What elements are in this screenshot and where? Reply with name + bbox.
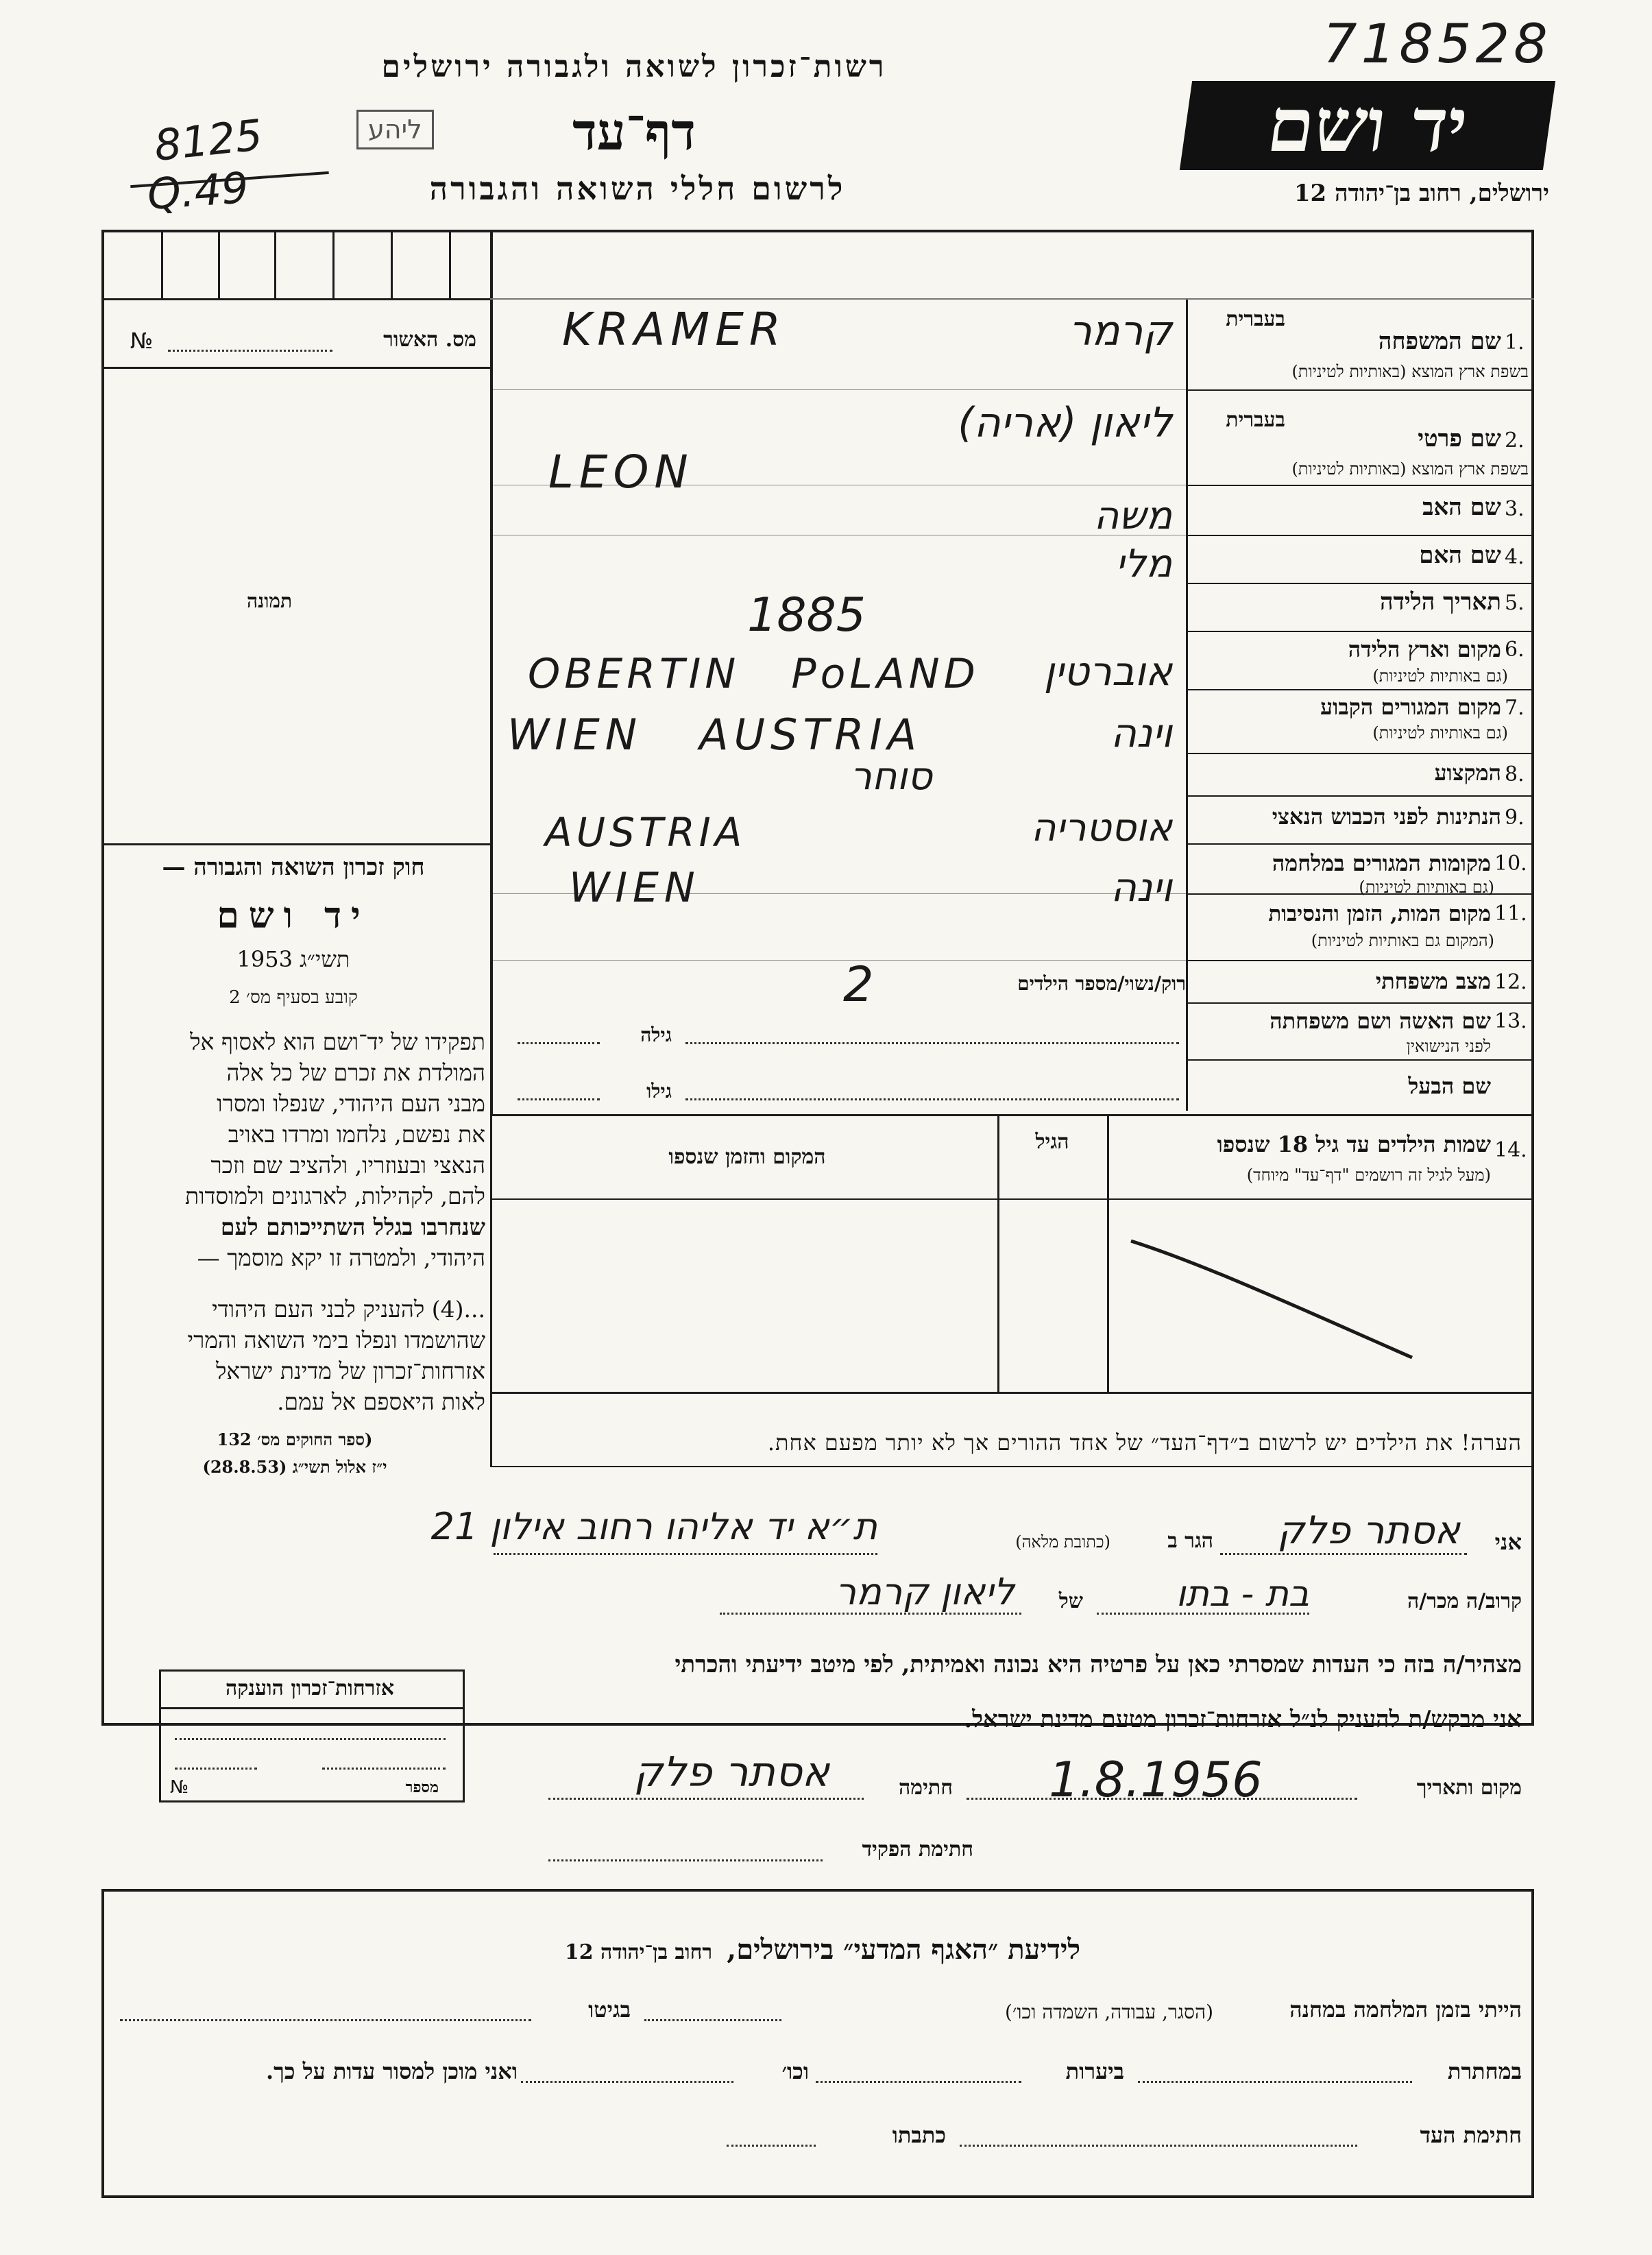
law-paragraph2-line: ...(4) להעניק לבני העם היהודי [212, 1296, 485, 1323]
footer-etc-line[interactable] [521, 2081, 733, 2083]
field-sub-death-place: (המקום גם באותיות לטיניות) [1311, 931, 1494, 950]
nationality-latin-value: AUSTRIA [545, 809, 746, 856]
grid-line [1188, 753, 1531, 754]
reference-number: 718528 [1323, 14, 1552, 75]
field-label-mother: שם האם [1419, 542, 1501, 569]
field-number: 13. [1494, 1009, 1527, 1033]
place-date-label: מקום ותאריך [1416, 1776, 1522, 1800]
field-number: 11. [1494, 902, 1527, 926]
resides-label: הגר ב [1167, 1529, 1213, 1553]
footer-ghetto-line[interactable] [120, 2019, 531, 2021]
law-section: קובע בסעיף מס׳ 2 [229, 987, 358, 1008]
yad-vashem-logo: יד ושם [1180, 81, 1555, 170]
field-sub-wife: לפני הנישואין [1406, 1037, 1491, 1056]
clerk-signature-line[interactable] [548, 1859, 823, 1861]
residence-hebrew-value: וינה [1110, 710, 1172, 756]
law-paragraph-line: שנחרבו בגלל השתייכותם לעם [220, 1214, 485, 1240]
grid-line [218, 230, 220, 298]
answer-line [493, 960, 1186, 961]
field-number: 7. [1505, 696, 1525, 720]
law-date: י״ז אלול תשי״ג (28.8.53) [202, 1457, 387, 1477]
approval-no-label: № [130, 328, 154, 354]
place-date-value: 1.8.1956 [1049, 1752, 1263, 1808]
first-name-hebrew-value: ליאון (אריה) [958, 399, 1172, 447]
field-sub-surname: בשפת ארץ המוצא (באותיות לטיניות) [1291, 362, 1529, 381]
field-number: 14. [1494, 1138, 1527, 1162]
children-label: שמות הילדים עד גיל 18 שנספו [1217, 1131, 1491, 1157]
footer-witness-signature-line[interactable] [960, 2145, 1357, 2147]
field-label-death-place: מקום המות, הזמן והנסיבות [1268, 902, 1491, 926]
grid-line [1188, 689, 1531, 690]
form-title: דף־עד [572, 103, 696, 162]
law-paragraph-line: הנאצי ובעוזריו, ולהציב שם וזכר [210, 1152, 485, 1179]
footer-forests-line[interactable] [816, 2081, 1021, 2083]
grid-line [101, 298, 492, 300]
footer-ghetto-label: בגיטו [588, 1997, 631, 2023]
field-label-birth-place: מקום וארץ הלידה [1348, 636, 1501, 662]
field-number: 12. [1494, 970, 1527, 994]
birth-date-value: 1885 [747, 588, 866, 642]
law-paragraph-line: היהודי, ולמטרה זו יקא מוסמך — [197, 1244, 485, 1271]
approval-number-line[interactable] [168, 350, 332, 352]
field-number: 9. [1505, 806, 1525, 830]
grid-line [490, 1392, 492, 1467]
nationality-hebrew-value: אוסטריה [1030, 806, 1172, 850]
field-sub-first-name: בשפת ארץ המוצא (באותיות לטיניות) [1291, 459, 1529, 479]
of-label: של [1058, 1589, 1083, 1613]
law-paragraph-line: תפקידו של יד־ושם הוא לאסוף אל [190, 1028, 485, 1055]
field-number: 10. [1494, 852, 1527, 876]
handwritten-note-2: Q.49 [145, 162, 250, 220]
answer-line [493, 389, 1186, 390]
marital-status-options: רוק/נשוי/מספר הילדים [1017, 972, 1186, 995]
grid-line [391, 230, 393, 298]
grid-line [1188, 1059, 1531, 1061]
mother-name-value: מלי [1115, 542, 1172, 586]
law-paragraph2-line: שהושמדו ונפלו בימי השואה והמרי [187, 1327, 485, 1353]
grid-line [332, 230, 335, 298]
footer-address: רחוב בן־יהודה 12 [564, 1940, 713, 1964]
father-name-value: משה [1093, 494, 1172, 538]
law-paragraph-line: המולדת את זכרם של כל אלה [226, 1059, 485, 1086]
citizenship-line[interactable] [322, 1768, 446, 1770]
field-number: 6. [1505, 638, 1525, 662]
citizenship-line[interactable] [175, 1738, 446, 1740]
children-place-header: המקום והזמן שנספו [668, 1145, 826, 1169]
approval-label: מס. האשור [383, 328, 476, 352]
surname-hebrew-value: קרמר [1068, 307, 1172, 355]
left-column-separator [490, 230, 493, 1114]
field-sub-wartime-residence: (גם באותיות לטיניות) [1359, 878, 1494, 897]
note-text: הערה! את הילדים יש לרשום ב״דף־העד״ של אחד ההורים אך לא יותר מפעם אחת. [767, 1430, 1522, 1456]
address-value: ת״א יד אליהו רחוב אילון 21 [430, 1505, 877, 1548]
field-label-husband: שם הבעל [1408, 1073, 1491, 1099]
field-label-surname: שם המשפחה [1378, 328, 1501, 355]
relative-label: קרוב/ה מכר/ה [1407, 1589, 1522, 1613]
law-paragraph2-line: אזרחות־זכרון של מדינת ישראל [215, 1358, 485, 1384]
footer-title-row [411, 1933, 1234, 1966]
grid-line [490, 1392, 1534, 1394]
clerk-signature-label: חתימת הפקיד [862, 1837, 973, 1861]
field-label-nationality: הנתינות לפני הכבוש הנאצי [1272, 804, 1501, 830]
footer-top-border [101, 1889, 1534, 1892]
label-column-separator [1186, 298, 1188, 1111]
footer-bottom-border [101, 2195, 1534, 2198]
address-hint: (כתובת מלאה) [1015, 1532, 1110, 1552]
form-right-border [1531, 230, 1534, 1724]
footer-etc-label: וכו׳ [781, 2058, 809, 2084]
field-label-father: שם האב [1422, 494, 1501, 521]
footer-camp-line[interactable] [644, 2019, 781, 2021]
footer-underground-label: במחתרת [1447, 2058, 1522, 2084]
footer-title: לידיעת ״האגף המדעי״ בירושלים, [727, 1933, 1081, 1966]
footer-underground-line[interactable] [1138, 2081, 1412, 2083]
grid-line [490, 1114, 492, 1392]
hebrew-column-label: בעברית [1226, 307, 1285, 331]
signature-label: חתימה [899, 1776, 953, 1800]
surname-latin-value: KRAMER [562, 303, 786, 356]
field-label-profession: המקצוע [1434, 760, 1501, 786]
children-age-header: הגיל [1035, 1130, 1069, 1154]
grid-line [1107, 1114, 1109, 1392]
relative-of-value: ליאון קרמר [835, 1570, 1015, 1613]
citizenship-no-label: № [170, 1777, 189, 1798]
law-title: חוק זכרון השואה והגבורה — [162, 854, 425, 881]
wartime-residence-latin-value: WIEN [569, 864, 701, 912]
stamp: ליהע [356, 110, 434, 149]
law-paragraph-line: להם, לקהילות, לארגונים ולמוסדות [184, 1183, 485, 1209]
wife-name-line[interactable] [685, 1042, 1179, 1044]
field-number: 2. [1505, 429, 1525, 453]
grid-line [449, 230, 451, 298]
submitter-name-value: אסתר פלק [1277, 1508, 1460, 1553]
grid-line [1188, 583, 1531, 584]
field-number: 1. [1505, 330, 1525, 354]
profession-value: סוחר [850, 754, 932, 799]
grid-line [490, 298, 1534, 300]
field-label-residence: מקום המגורים הקבוע [1320, 694, 1501, 720]
field-label-wartime-residence: מקומות המגורים במלחמה [1272, 850, 1491, 876]
grid-line [101, 367, 492, 369]
grid-line [1188, 843, 1531, 845]
children-count-value: 2 [843, 956, 874, 1013]
field-sub-birth-place: (גם באותיות לטיניות) [1372, 666, 1508, 686]
address-line[interactable] [494, 1553, 877, 1555]
field-sub-residence: (גם באותיות לטיניות) [1372, 723, 1508, 743]
org-name: רשות־זכרון לשואה ולגבורה ירושלים [381, 49, 887, 84]
grid-line [490, 1466, 1534, 1467]
form-subtitle: לרשום חללי השואה והגבורה [429, 170, 846, 207]
wartime-residence-hebrew-value: וינה [1110, 864, 1172, 911]
field-label-first-name: שם פרטי [1418, 425, 1501, 453]
signature-value: אסתר פלק [633, 1748, 829, 1796]
declaration-request: אני מבקש/ת להעניק לנ״ל אזרחות־זכרון מטעם מדינת ישראל. [964, 1706, 1522, 1733]
grid-line [1188, 631, 1531, 632]
residence-latin-value: WIEN AUSTRIA [507, 710, 923, 760]
footer-left-border [101, 1889, 104, 2197]
husband-age-label: גילו [646, 1080, 672, 1102]
law-paragraph-line: מבני העם היהודי, שנפלו ומסרו [217, 1090, 485, 1117]
hebrew-column-label: בעברית [1226, 408, 1285, 432]
field-label-marital-status: מצב משפחתי [1375, 968, 1491, 994]
address: ירושלים, רחוב בן־יהודה 12 [1293, 180, 1549, 207]
citizenship-line[interactable] [175, 1768, 257, 1770]
grid-line [159, 1707, 465, 1709]
photo-label: תמונה [247, 590, 293, 612]
husband-age-line[interactable] [518, 1098, 600, 1100]
form-left-border [101, 230, 104, 1724]
grid-line [101, 843, 492, 845]
declaration-i-label: אני [1494, 1529, 1522, 1555]
grid-line [997, 1114, 999, 1392]
wife-age-label: גילה [640, 1024, 672, 1046]
grid-line [1188, 960, 1531, 961]
field-number: 8. [1505, 762, 1525, 786]
footer-testimony-label: ואני מוכן למסור עדות על כך. [265, 2058, 518, 2084]
law-source: (ספר החוקים מס׳ 132 [217, 1430, 373, 1449]
wife-age-line[interactable] [518, 1042, 600, 1044]
citizenship-number-label: מספר [405, 1778, 439, 1796]
submitter-name-line[interactable] [1220, 1553, 1467, 1555]
footer-witness-signature-label: חתימת העד [1420, 2122, 1522, 2148]
grid-line [1188, 1002, 1531, 1004]
grid-line [490, 1198, 1534, 1200]
husband-name-line[interactable] [685, 1098, 1179, 1100]
grid-line [490, 1114, 1534, 1116]
grid-line [1188, 535, 1531, 536]
grid-line [161, 230, 163, 298]
relation-value: בת - בתו [1176, 1573, 1309, 1615]
footer-camp-hint: (הסגר, עבודה, השמדה וכו׳) [1004, 2001, 1213, 2023]
law-year: תשי״ג 1953 [236, 946, 350, 972]
declaration-statement: מצהיר/ה בזה כי העדות שמסרתי כאן על פרטיה היא נכונה ואמיתית, לפי מיטב ידיעתי והכרתי [675, 1651, 1522, 1678]
children-sub: (מעל לגיל זה רושמים "דף־עד" מיוחד) [1246, 1166, 1491, 1185]
birth-place-latin-value: OBERTIN PoLAND [528, 650, 980, 698]
birth-place-hebrew-value: אוברטין [1043, 648, 1172, 695]
first-name-latin-value: LEON [548, 446, 694, 498]
law-paragraph2-line: לאות היאספם אל עמם. [277, 1388, 485, 1415]
footer-address-label: כתבתו [892, 2122, 946, 2148]
grid-line [1188, 795, 1531, 797]
law-paragraph-line: את נפשם, נלחמו ומרדו באויב [228, 1121, 485, 1148]
handwritten-note-1: 8125 [151, 109, 265, 171]
field-number: 3. [1505, 497, 1525, 521]
field-label-wife: שם האשה ושם משפחתה [1270, 1008, 1491, 1034]
field-number: 5. [1505, 591, 1525, 615]
field-number: 4. [1505, 545, 1525, 569]
grid-line [1188, 485, 1531, 486]
law-name: יד ושם [217, 895, 370, 937]
field-label-birth-date: תאריך הלידה [1379, 588, 1501, 616]
grid-line [274, 230, 276, 298]
footer-camp-label: הייתי בזמן המלחמה במחנה [1289, 1997, 1522, 2023]
children-cancel-stroke [1124, 1227, 1426, 1371]
form-top-border [101, 230, 1534, 232]
citizenship-title: אזרחות־זכרון הוענקה [225, 1676, 395, 1700]
footer-address-line[interactable] [727, 2145, 816, 2147]
footer-right-border [1531, 1889, 1534, 2197]
footer-forests-label: ביערות [1065, 2058, 1124, 2084]
signature-line[interactable] [548, 1798, 864, 1800]
grid-line [1188, 389, 1531, 391]
